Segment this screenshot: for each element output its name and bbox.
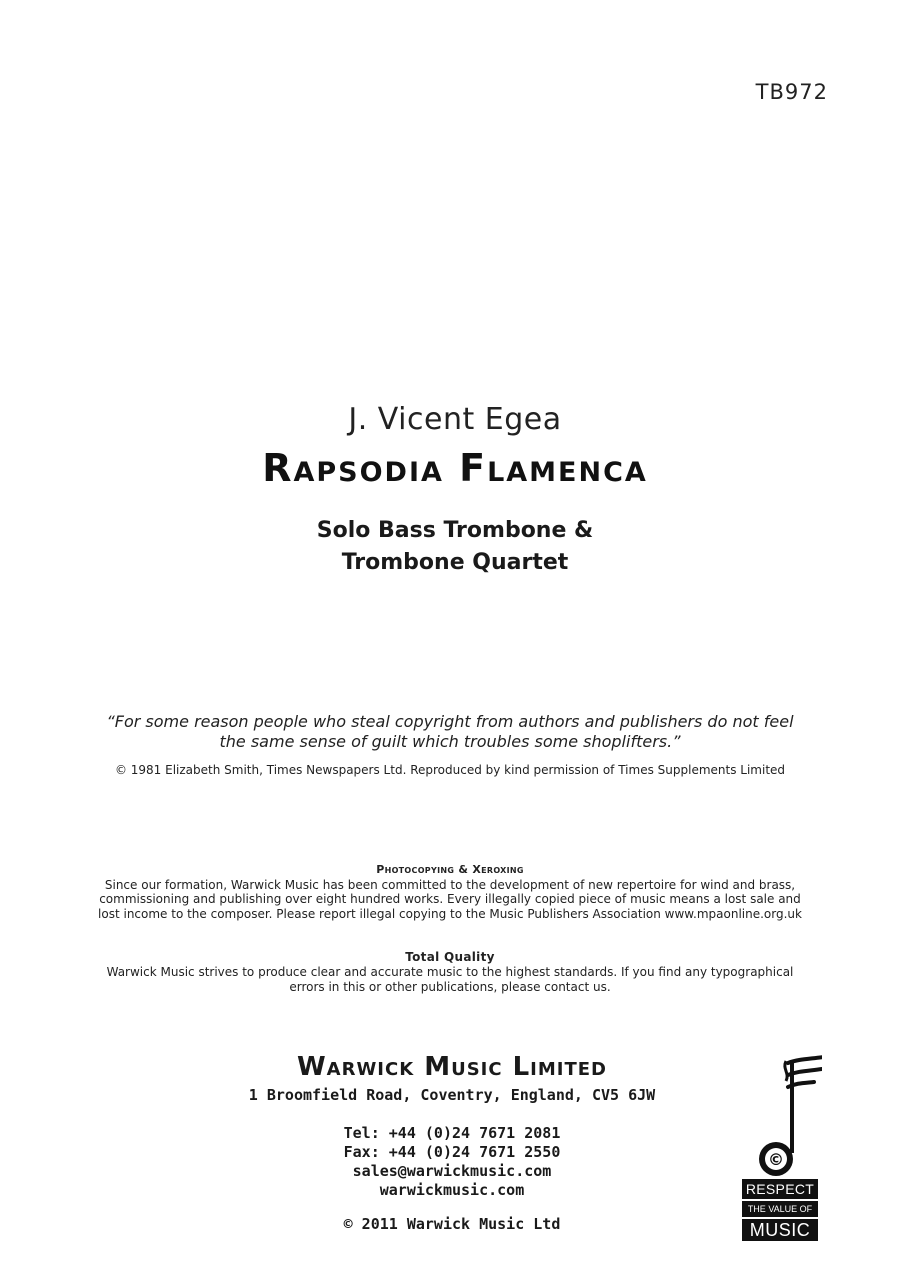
telephone: Tel: +44 (0)24 7671 2081: [343, 1124, 561, 1142]
copyright-symbol: ©: [768, 1150, 784, 1169]
photocopying-line-3: lost income to the composer. Please report illegal copying to the Music Publishers Association www.mpaonline.org.uk: [98, 906, 802, 921]
publisher-address: 1 Broomfield Road, Coventry, England, CV5 6JW: [248, 1086, 656, 1104]
website: warwickmusic.com: [379, 1181, 525, 1199]
photocopying-line-1: Since our formation, Warwick Music has been committed to the development of new repertoire for wind and brass,: [104, 877, 796, 892]
quality-heading: Total Quality: [405, 950, 495, 964]
quote-line-1: “For some reason people who steal copyright from authors and publishers do not feel: [106, 712, 794, 731]
quality-line-1: Warwick Music strives to produce clear and accurate music to the highest standards. If you find any typographical: [106, 965, 794, 979]
photocopying-notice: [0, 863, 900, 921]
catalog-number: TB972: [755, 80, 828, 104]
photocopying-heading: Photocopying & Xeroxing: [376, 863, 524, 876]
quote-line-2: the same sense of guilt which troubles some shoplifters.”: [219, 732, 681, 751]
work-title: Rapsodia Flamenca: [262, 446, 648, 490]
anti-piracy-quote: [0, 712, 900, 752]
fax: Fax: +44 (0)24 7671 2550: [343, 1143, 561, 1161]
quality-line-2: errors in this or other publications, please contact us.: [289, 980, 611, 994]
value-of-text: THE VALUE OF: [742, 1201, 818, 1217]
music-text: MUSIC: [742, 1219, 818, 1241]
composer-name: J. Vicent Egea: [348, 402, 562, 437]
publisher-name: Warwick Music Limited: [296, 1052, 608, 1082]
instrumentation-line-2: Trombone Quartet: [341, 550, 569, 575]
copyright-notice: © 2011 Warwick Music Ltd: [343, 1215, 561, 1233]
quote-credit: © 1981 Elizabeth Smith, Times Newspapers Ltd. Reproduced by kind permission of Times Supplements Limited: [114, 763, 786, 777]
email: sales@warwickmusic.com: [352, 1162, 552, 1180]
respect-the-value-of-music-logo: [738, 1055, 822, 1241]
music-note-copyright-icon: [738, 1055, 822, 1179]
photocopying-line-2: commissioning and publishing over eight hundred works. Every illegally copied piece of music means a lost sale and: [99, 892, 801, 906]
instrumentation-line-1: Solo Bass Trombone &: [316, 518, 594, 543]
quality-notice: [0, 950, 900, 995]
respect-text: RESPECT: [742, 1179, 818, 1199]
instrumentation: [0, 515, 900, 579]
